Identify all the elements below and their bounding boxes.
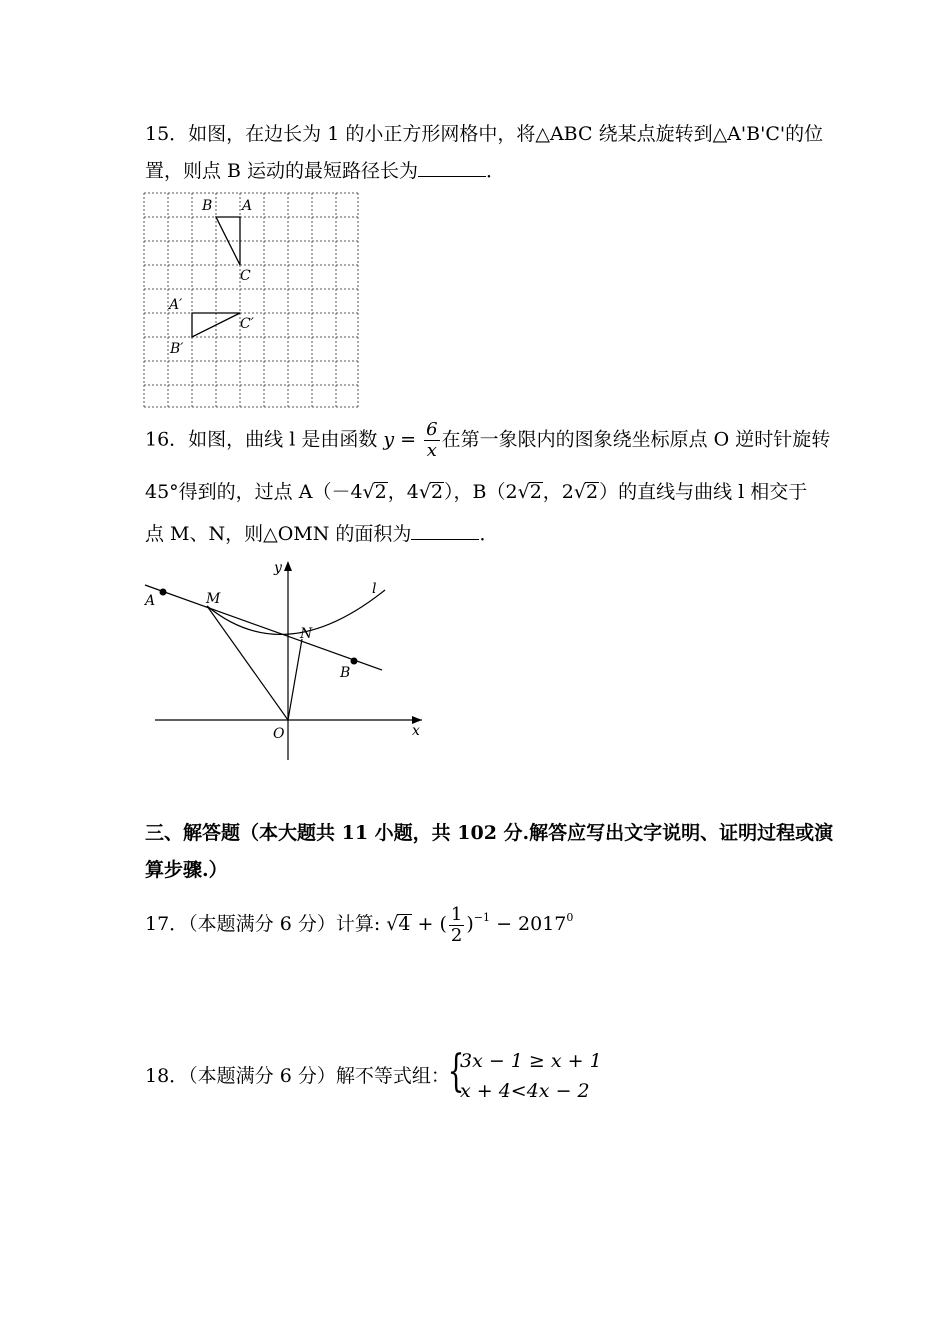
q15-end: ． — [486, 160, 506, 182]
q16-line-2-a: 45°得到的，过点 A（－4 — [145, 481, 363, 503]
label-c: C — [240, 268, 251, 284]
q17-plus: + ( — [417, 913, 447, 935]
y-axis-arrow — [284, 561, 292, 571]
label-x: x — [412, 723, 420, 739]
q16-line-1-b: 在第一象限内的图象绕坐标原点 O 逆时针旋转 — [441, 428, 831, 451]
q17-close: ) — [466, 913, 474, 935]
label-c-prime: C′ — [240, 316, 254, 332]
q17-minus: − 2017 — [496, 913, 567, 935]
q16-line-2: 45°得到的，过点 A（－4√2，4√2），B（2√2，2√2）的直线与曲线 l 相交于 — [145, 481, 808, 503]
q16-line-3 — [145, 520, 498, 548]
q17-radical: 4 — [398, 913, 411, 935]
q16-line-2-b: ，4 — [387, 481, 419, 503]
section-3-heading-line-1: 三、解答题（本大题共 11 小题，共 102 分.解答应写出文字说明、证明过程或演 — [145, 822, 834, 844]
point-b — [351, 658, 358, 665]
q16-line-2-d: ，2 — [542, 481, 574, 503]
label-a: A — [145, 593, 156, 609]
q15-line-2 — [145, 157, 505, 185]
section-3-heading-line-2: 算步骤.） — [145, 859, 228, 881]
q16-end: ． — [479, 523, 499, 545]
label-l: l — [372, 581, 377, 597]
q15-line-2-text: 置，则点 B 运动的最短路径长为 — [145, 160, 419, 182]
q17-numerator: 1 — [450, 903, 463, 925]
q16-line-2-c: ），B（2 — [444, 481, 518, 503]
q17-exponent-1: −1 — [473, 911, 491, 924]
q16-line-2-e: ）的直线与曲线 l 相交于 — [599, 481, 808, 503]
label-b: B — [340, 665, 351, 681]
func-fraction — [424, 420, 439, 461]
func-denominator: x — [426, 440, 437, 461]
segment-om — [207, 606, 288, 720]
label-b-prime: B′ — [170, 341, 184, 357]
q15-line-1: 15．如图，在边长为 1 的小正方形网格中，将△ABC 绕某点旋转到△A'B'C'的位 — [145, 123, 824, 145]
point-a — [160, 589, 167, 596]
segment-on — [288, 639, 302, 720]
q17: 17．（本题满分 6 分）计算: √4 + ( $\frac{1}{2}$ )$^{-1} - 2017^0$ — [145, 903, 574, 946]
q16-line-1-a: 16．如图，曲线 l 是由函数 — [145, 428, 378, 451]
curve-l — [207, 590, 385, 634]
q18-inequality-1: 3x − 1 ≥ x + 1 — [460, 1050, 602, 1072]
q17-denominator: 2 — [450, 924, 463, 946]
q18-inequality-2: x + 4<4x − 2 — [460, 1080, 590, 1102]
q18-prefix: 18．（本题满分 6 分）解不等式组： — [145, 1065, 450, 1087]
q18-brace: { — [447, 1046, 465, 1097]
label-o: O — [273, 726, 285, 742]
q16-line-3-text: 点 M、N，则△OMN 的面积为 — [145, 523, 412, 545]
q15-grid-figure — [143, 192, 361, 410]
q17-exponent-2: 0 — [566, 911, 574, 924]
answer-blank — [418, 158, 486, 177]
label-a-prime: A′ — [169, 297, 183, 313]
q16-line-1 — [145, 420, 830, 461]
func-y: y = — [383, 428, 417, 451]
q17-fraction — [449, 905, 464, 946]
label-n: N — [300, 626, 313, 642]
radical-2: 2 — [430, 481, 444, 503]
q16-graph-figure — [140, 555, 430, 770]
func-numerator: 6 — [426, 419, 438, 440]
label-m: M — [206, 591, 221, 607]
label-y: y — [274, 560, 282, 576]
radical-3: 2 — [529, 481, 542, 503]
q17-prefix: 17．（本题满分 6 分）计算: — [145, 913, 381, 935]
radical-4: 2 — [586, 481, 599, 503]
label-b: B — [202, 198, 213, 214]
answer-blank — [411, 521, 479, 540]
label-a: A — [242, 198, 253, 214]
radical-1: 2 — [374, 481, 387, 503]
line-ab — [145, 585, 382, 670]
